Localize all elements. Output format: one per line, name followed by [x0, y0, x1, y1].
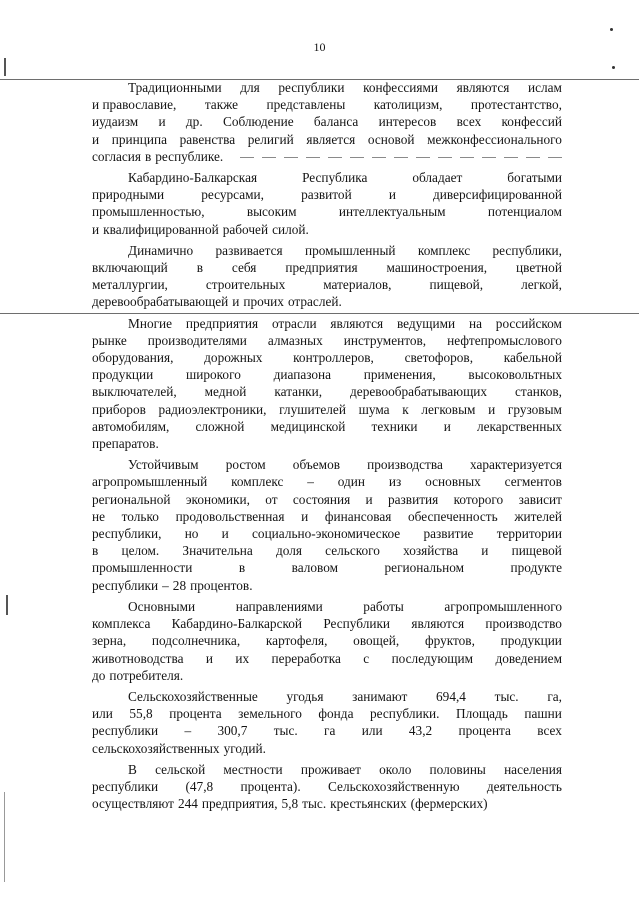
word: деревообрабатывающих: [350, 384, 488, 400]
word: и: [301, 508, 309, 524]
word: сельской: [155, 761, 206, 777]
word: всех: [537, 723, 562, 739]
word: станков,: [515, 384, 562, 400]
word: га: [324, 723, 336, 739]
word: региональном: [384, 560, 465, 576]
text-line: [92, 169, 562, 186]
word: рынке: [92, 332, 127, 348]
word: предприятия,: [201, 796, 278, 812]
paragraph: [92, 688, 562, 757]
word: развитие: [423, 526, 474, 542]
word: (47,8: [185, 778, 214, 794]
word: для: [240, 80, 260, 95]
word: развитой: [301, 187, 352, 203]
word: иудаизм: [92, 114, 139, 130]
paragraph: [92, 315, 562, 453]
word: грузовым: [507, 401, 562, 417]
text-line: [92, 332, 562, 349]
word: сельского: [325, 543, 380, 559]
word: Сельскохозяйственную: [328, 778, 460, 794]
word: квалифицированной: [103, 221, 219, 237]
text-line: [92, 667, 562, 684]
word: является: [306, 131, 356, 147]
word: контроллеров,: [293, 350, 374, 366]
word: или: [361, 723, 383, 739]
word: ислам: [527, 80, 562, 95]
word: и: [92, 221, 100, 237]
word: от: [265, 491, 278, 507]
word: картофеля,: [265, 633, 328, 649]
word: и: [488, 401, 496, 417]
word: высоким: [246, 204, 297, 220]
word: др.: [185, 114, 203, 130]
word: рабочей: [222, 221, 269, 237]
word: являются: [330, 315, 384, 331]
word: являются: [411, 616, 465, 632]
word: региональной: [92, 491, 171, 507]
word: основных: [425, 474, 481, 490]
word: российском: [495, 315, 562, 331]
word: промышленностью,: [92, 204, 205, 220]
text-line: [92, 221, 562, 238]
text-line: [92, 778, 562, 795]
word: Кабардино-Балкарской: [171, 616, 303, 632]
text-line: [92, 113, 562, 130]
word: радиоэлектроники,: [158, 401, 267, 417]
word: не: [92, 508, 106, 524]
word: потребителя.: [109, 667, 184, 683]
word: агропромышленного: [444, 598, 562, 614]
word: кабельной: [503, 350, 562, 366]
word: машиностроения,: [386, 260, 488, 276]
word: и: [388, 187, 396, 203]
word: промышленный: [304, 242, 396, 258]
word: легкой,: [521, 277, 562, 293]
word: доведением: [495, 650, 562, 666]
word: и: [365, 491, 373, 507]
word: –: [184, 723, 192, 739]
word: Динамично: [128, 242, 194, 258]
word: продовольственная: [175, 508, 285, 524]
word: легковым: [421, 401, 476, 417]
word: и: [92, 131, 100, 147]
word: медицинской: [270, 418, 346, 434]
word: глушителей: [279, 401, 346, 417]
word: автомобилям,: [92, 418, 170, 434]
word: ростом: [225, 457, 266, 473]
word: республики.: [370, 706, 440, 722]
word: Значительна: [182, 543, 253, 559]
text-line: [92, 293, 562, 310]
word: сельскохозяйственных: [92, 740, 220, 756]
word: развивается: [215, 242, 283, 258]
word: металлургии,: [92, 277, 168, 293]
word: также: [204, 97, 239, 113]
word: 28: [172, 577, 187, 593]
text-line: [92, 96, 562, 113]
word: Многие: [128, 315, 173, 331]
text-line: [92, 559, 562, 576]
paragraph: [92, 761, 562, 813]
word: диапазона: [273, 367, 332, 383]
paragraph: [92, 242, 562, 311]
word: 694,4: [436, 688, 466, 704]
word: препаратов.: [92, 436, 159, 452]
text-line: [92, 650, 562, 667]
text-line: [92, 795, 562, 812]
word: принципа: [111, 131, 167, 147]
word: межконфессионального: [427, 131, 562, 147]
word: в: [145, 148, 152, 164]
text-line: [92, 79, 562, 96]
word: республики: [92, 778, 159, 794]
word: Традиционными: [128, 80, 222, 95]
word: сегментов: [504, 474, 562, 490]
word: пищевой,: [429, 277, 484, 293]
word: являются: [456, 80, 510, 95]
word: республики: [278, 80, 345, 95]
word: протестантство,: [470, 97, 562, 113]
text-line: [92, 598, 562, 615]
word: угодий.: [223, 740, 266, 756]
word: фруктов,: [425, 633, 475, 649]
word: с: [363, 650, 370, 666]
word: развития: [388, 491, 439, 507]
text-line: [92, 131, 562, 148]
word: 5,8: [281, 796, 299, 812]
word: объемов: [292, 457, 340, 473]
text-line: [92, 456, 562, 473]
word: Основными: [128, 598, 196, 614]
word: шума: [358, 401, 390, 417]
word: занимают: [352, 688, 408, 704]
word: строительных: [205, 277, 286, 293]
word: производства: [367, 457, 443, 473]
word: 244: [177, 796, 198, 812]
word: тыс.: [273, 723, 298, 739]
word: комплекс: [231, 474, 284, 490]
word: деревообрабатывающей: [92, 294, 229, 310]
word: –: [162, 577, 169, 593]
word: процентов.: [190, 577, 253, 593]
word: высоковольтных: [468, 367, 562, 383]
word: из: [388, 474, 402, 490]
word: доля: [275, 543, 302, 559]
scan-speck: [610, 28, 613, 31]
text-line: [92, 435, 562, 452]
word: их: [235, 650, 250, 666]
word: работы: [363, 598, 404, 614]
paragraph: [92, 456, 562, 594]
word: представлены: [266, 97, 346, 113]
text-line: [92, 203, 562, 220]
document-body: [92, 79, 562, 816]
text-line: [92, 242, 562, 259]
word: республике.: [155, 148, 224, 164]
text-line: [92, 688, 562, 705]
word: производителями: [147, 332, 247, 348]
word: Сельскохозяйственные: [128, 688, 258, 704]
word: алмазных: [267, 332, 323, 348]
word: религий: [247, 131, 294, 147]
word: на: [468, 315, 482, 331]
word: зависит: [518, 491, 562, 507]
scan-edge-mark: [4, 792, 5, 882]
word: включающий: [92, 260, 168, 276]
word: всех: [456, 114, 482, 130]
page-number: 10: [313, 40, 326, 54]
word: обеспеченность: [408, 508, 498, 524]
word: и: [481, 543, 489, 559]
text-line: [92, 418, 562, 435]
word: (фермерских): [410, 796, 488, 812]
word: и: [232, 294, 240, 310]
word: или: [92, 706, 113, 722]
word: лекарственных: [476, 418, 562, 434]
word: к: [402, 401, 409, 417]
word: один: [337, 474, 366, 490]
word: территории: [496, 526, 562, 542]
word: отрасли: [271, 315, 317, 331]
scan-edge-mark: [6, 595, 8, 615]
text-line: [92, 383, 562, 400]
word: финансовая: [324, 508, 392, 524]
word: процента: [458, 723, 511, 739]
text-line: [92, 186, 562, 203]
word: последующим: [391, 650, 474, 666]
word: согласия: [92, 148, 141, 164]
word: целом.: [121, 543, 160, 559]
word: светофоров,: [404, 350, 474, 366]
word: и: [443, 418, 451, 434]
word: фонда: [318, 706, 354, 722]
word: баланса: [313, 114, 359, 130]
word: хозяйства: [403, 543, 459, 559]
text-line: [92, 473, 562, 490]
word: переработка: [271, 650, 341, 666]
text-line: [92, 740, 562, 757]
word: продукции: [92, 367, 154, 383]
text-line: [92, 148, 562, 165]
word: проживает: [300, 761, 361, 777]
word: социально-экономическое: [252, 526, 401, 542]
word: дорожных: [204, 350, 263, 366]
word: республики: [92, 577, 159, 593]
word: пищевой: [511, 543, 562, 559]
text-line: [92, 542, 562, 559]
word: и: [158, 114, 166, 130]
word: богатыми: [507, 170, 562, 186]
word: процента: [169, 706, 222, 722]
text-line: [92, 722, 562, 739]
word: пашни: [524, 706, 562, 722]
word: продукте: [510, 560, 562, 576]
word: местности: [223, 761, 283, 777]
word: осуществляют: [92, 796, 174, 812]
word: 43,2: [408, 723, 433, 739]
text-line: [92, 259, 562, 276]
word: природными: [92, 187, 165, 203]
word: тыс.: [494, 688, 519, 704]
word: агропромышленный: [92, 474, 208, 490]
word: производство: [485, 616, 562, 632]
text-line: [92, 615, 562, 632]
word: и: [205, 650, 213, 666]
word: крестьянских: [330, 796, 407, 812]
word: Устойчивым: [128, 457, 199, 473]
text-line: [92, 276, 562, 293]
word: ресурсами,: [201, 187, 264, 203]
word: тыс.: [302, 796, 327, 812]
word: нефтепромыслового: [447, 332, 562, 348]
text-line: [92, 577, 562, 594]
word: промышленности: [92, 560, 193, 576]
word: В: [128, 761, 137, 777]
word: угодья: [286, 688, 324, 704]
text-line: [92, 366, 562, 383]
word: но: [184, 526, 199, 542]
word: только: [121, 508, 159, 524]
word: силой.: [272, 221, 309, 237]
word: животноводства: [92, 650, 184, 666]
text-line: [92, 508, 562, 525]
word: половины: [429, 761, 486, 777]
word: цветной: [516, 260, 562, 276]
word: земельного: [238, 706, 302, 722]
word: комплекса: [92, 616, 151, 632]
word: деятельность: [486, 778, 562, 794]
word: сложной: [195, 418, 245, 434]
word: предприятия: [285, 260, 358, 276]
word: применения,: [363, 367, 436, 383]
text-line: [92, 705, 562, 722]
word: 55,8: [129, 706, 153, 722]
word: в: [92, 543, 99, 559]
word: техники: [371, 418, 418, 434]
word: продукции: [500, 633, 562, 649]
word: конфессиями: [363, 80, 439, 95]
word: подсолнечника,: [151, 633, 241, 649]
word: выключателей,: [92, 384, 177, 400]
word: характеризуется: [469, 457, 562, 473]
word: диверсифицированной: [433, 187, 562, 203]
word: экономики,: [185, 491, 250, 507]
word: зерна,: [92, 633, 127, 649]
word: оборудования,: [92, 350, 174, 366]
word: материалов,: [323, 277, 392, 293]
word: в: [238, 560, 246, 576]
scan-edge-mark: [4, 58, 6, 76]
word: республики,: [492, 242, 562, 258]
word: направлениями: [235, 598, 323, 614]
word: Кабардино-Балкарская: [128, 170, 258, 186]
word: приборов: [92, 401, 146, 417]
word: медной: [204, 384, 247, 400]
word: в: [196, 260, 203, 276]
word: Площадь: [456, 706, 508, 722]
word: интеллектуальным: [338, 204, 446, 220]
text-line: [92, 401, 562, 418]
paragraph: [92, 169, 562, 238]
word: комплекс: [417, 242, 471, 258]
word: катанки,: [274, 384, 323, 400]
scan-speck: [612, 66, 615, 69]
text-line: [92, 761, 562, 778]
word: около: [379, 761, 412, 777]
word: и: [221, 526, 229, 542]
word: отраслей.: [287, 294, 342, 310]
word: равенства: [179, 131, 236, 147]
word: и православие,: [92, 97, 177, 113]
text-line: [92, 525, 562, 542]
word: прочих: [243, 294, 284, 310]
word: валовом: [291, 560, 339, 576]
word: процента).: [240, 778, 301, 794]
word: интересов: [378, 114, 437, 130]
word: –: [307, 474, 314, 490]
text-line: [92, 315, 562, 332]
word: до: [92, 667, 106, 683]
word: республики,: [92, 526, 162, 542]
word: 300,7: [217, 723, 248, 739]
word: основой: [367, 131, 415, 147]
text-line: [92, 349, 562, 366]
word: Республики: [323, 616, 391, 632]
word: населения: [504, 761, 562, 777]
word: республики: [92, 723, 159, 739]
word: потенциалом: [487, 204, 562, 220]
word: которого: [453, 491, 504, 507]
word: га,: [547, 688, 562, 704]
word: обладает: [412, 170, 463, 186]
word: себя: [231, 260, 257, 276]
word: овощей,: [353, 633, 400, 649]
paragraph: [92, 598, 562, 684]
word: ведущими: [396, 315, 456, 331]
word: состояния: [292, 491, 351, 507]
word: конфессий: [501, 114, 562, 130]
word: католицизм,: [373, 97, 443, 113]
word: широкого: [186, 367, 241, 383]
word: Республика: [302, 170, 368, 186]
word: жителей: [514, 508, 562, 524]
word: инструментов,: [343, 332, 427, 348]
word: предприятия: [185, 315, 259, 331]
word: Соблюдение: [222, 114, 294, 130]
paragraph: [92, 79, 562, 165]
text-line: [92, 632, 562, 649]
text-line: [92, 491, 562, 508]
